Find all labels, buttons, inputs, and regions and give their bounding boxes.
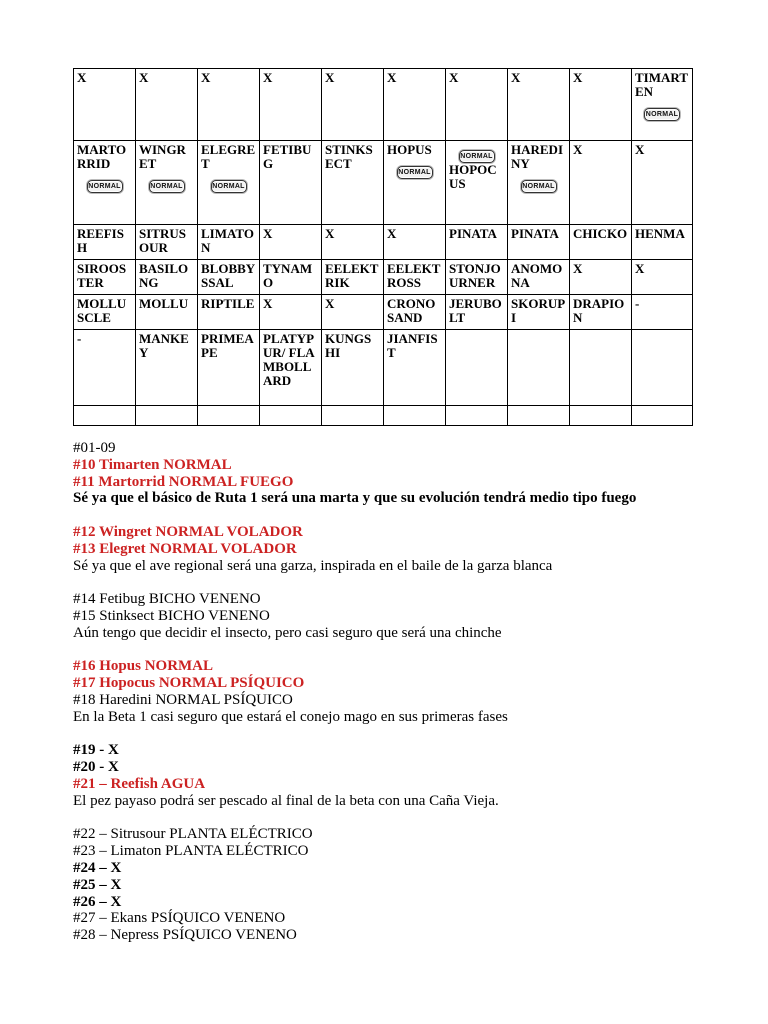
note-line: En la Beta 1 casi seguro que estará el conejo mago en sus primeras fases [73,708,508,725]
table-cell [74,225,136,260]
table-cell [446,141,508,225]
cell-name: PLATYPUR/ FLAMBOLLARD [263,331,315,388]
cell-name: REEFISH [77,226,124,255]
paragraph-gap [73,810,733,827]
cell-name: TYNAMO [263,261,313,290]
cell-name: X [449,70,459,85]
cell-name: X [635,261,645,276]
cell-name: X [263,296,273,311]
dex-table [73,68,693,426]
cell-name: X [201,70,211,85]
table-cell [260,330,322,406]
cell-name: SITRUSOUR [139,226,186,255]
table-cell [198,225,260,260]
cell-name: EELEKTROSS [387,261,441,290]
note-line: #26 – X [73,893,122,910]
note-line: #24 – X [73,859,122,876]
table-cell [384,141,446,225]
table-cell [508,69,570,141]
note-line: #22 – Sitrusour PLANTA ELÉCTRICO [73,826,313,843]
table-cell [508,295,570,330]
cell-name: X [325,296,335,311]
table-cell [570,295,632,330]
table-cell [322,225,384,260]
table-cell [446,69,508,141]
table-cell [198,330,260,406]
cell-name: HAREDINY [511,142,564,171]
table-cell [260,260,322,295]
table-cell [508,330,570,406]
cell-name: ANOMONA [511,261,563,290]
normal-type-badge: NORMAL [397,166,433,179]
table-row [74,225,693,260]
table-cell [260,225,322,260]
table-cell [384,260,446,295]
note-line: Sé ya que el básico de Ruta 1 será una marta y que su evolución tendrá medio tipo fuego [73,490,637,507]
note-line: #15 Stinksect BICHO VENENO [73,607,270,624]
table-cell [446,225,508,260]
type-badge-wrap [77,177,132,193]
paragraph-gap [73,726,733,743]
cell-name: X [573,142,583,157]
table-cell [570,406,632,426]
table-row [74,141,693,225]
table-cell [322,330,384,406]
cell-name: HOPUS [387,142,432,157]
entry-heading: #12 Wingret NORMAL VOLADOR [73,523,303,540]
cell-name: BLOBBYSSAL [201,261,256,290]
note-line: Sé ya que el ave regional será una garza, inspirada en el baile de la garza blanca [73,557,553,574]
table-cell [446,406,508,426]
table-cell [198,260,260,295]
cell-name: RIPTILE [201,296,255,311]
note-line: #01-09 [73,440,116,456]
table-cell [632,406,693,426]
cell-name: X [511,70,521,85]
table-cell [322,141,384,225]
table-cell [384,295,446,330]
note-line: #28 – Nepress PSÍQUICO VENENO [73,927,297,944]
table-cell [632,295,693,330]
dex-table-body [74,69,693,426]
normal-type-badge: NORMAL [149,180,185,193]
table-cell [74,406,136,426]
type-badge-wrap [387,163,442,179]
table-cell [446,330,508,406]
type-badge-wrap [511,177,566,193]
table-cell [570,330,632,406]
note-line: #18 Haredini NORMAL PSÍQUICO [73,691,293,708]
normal-type-badge: NORMAL [644,108,680,121]
type-badge-wrap [201,177,256,193]
table-cell [260,69,322,141]
notes-section [73,440,733,944]
cell-name: DRAPION [573,296,625,325]
table-cell [198,295,260,330]
cell-name: JIANFIST [387,331,438,360]
table-cell [508,260,570,295]
normal-type-badge: NORMAL [87,180,123,193]
cell-name: STINKSECT [325,142,373,171]
cell-name: PINATA [449,226,497,241]
type-badge-wrap [635,105,689,121]
table-cell [570,141,632,225]
cell-name: EELEKTRIK [325,261,379,290]
table-cell [74,295,136,330]
table-cell [322,406,384,426]
entry-heading: #13 Elegret NORMAL VOLADOR [73,540,297,557]
cell-name: CHICKO [573,226,628,241]
entry-heading: #10 Timarten NORMAL [73,456,232,473]
table-cell [136,330,198,406]
table-cell [384,330,446,406]
table-cell [322,260,384,295]
cell-name: JERUBOLT [449,296,502,325]
table-cell [570,260,632,295]
note-line: #19 - X [73,742,119,759]
cell-name: KUNGSHI [325,331,372,360]
note-line: #23 – Limaton PLANTA ELÉCTRICO [73,843,309,860]
table-cell [198,69,260,141]
cell-name: MARTORRID [77,142,127,171]
cell-name: CRONOSAND [387,296,436,325]
type-badge-wrap [449,147,504,163]
cell-name: X [263,226,273,241]
table-cell [384,225,446,260]
cell-name: STONJOURNER [449,261,501,290]
entry-heading: #21 – Reefish AGUA [73,775,206,792]
note-line: #14 Fetibug BICHO VENENO [73,591,261,608]
table-cell [260,141,322,225]
table-cell [322,69,384,141]
table-cell [74,260,136,295]
cell-name: X [573,261,583,276]
cell-name: X [635,142,645,157]
paragraph-gap [73,642,733,659]
normal-type-badge: NORMAL [211,180,247,193]
cell-name: X [263,70,273,85]
table-cell [136,225,198,260]
note-line: #25 – X [73,876,122,893]
paragraph-gap [73,574,733,591]
entry-heading: #11 Martorrid NORMAL FUEGO [73,473,294,490]
normal-type-badge: NORMAL [459,150,495,163]
table-cell [384,406,446,426]
note-line: #27 – Ekans PSÍQUICO VENENO [73,910,286,927]
note-line: El pez payaso podrá ser pescado al final de la beta con una Caña Vieja. [73,792,499,809]
table-cell [570,69,632,141]
note-line: #20 - X [73,759,119,776]
cell-name: BASILONG [139,261,189,290]
cell-name: SKORUPI [511,296,566,325]
cell-name: X [387,226,397,241]
paragraph-gap [73,507,733,524]
cell-name: SIROOSTER [77,261,127,290]
table-cell [136,69,198,141]
table-cell [446,260,508,295]
cell-name: MOLLUSCLE [77,296,127,325]
cell-name: MANKEY [139,331,189,360]
table-row [74,330,693,406]
cell-name: X [387,70,397,85]
table-cell [384,69,446,141]
cell-name: X [139,70,149,85]
cell-name: WINGRET [139,142,186,171]
table-cell [632,69,693,141]
cell-name: LIMATON [201,226,254,255]
cell-name: X [325,226,335,241]
entry-heading: #17 Hopocus NORMAL PSÍQUICO [73,675,305,692]
table-cell [322,295,384,330]
table-cell [260,406,322,426]
cell-name: - [77,331,82,346]
normal-type-badge: NORMAL [521,180,557,193]
table-cell [508,406,570,426]
table-cell [198,141,260,225]
cell-name: TIMARTEN [635,70,688,99]
table-cell [74,141,136,225]
table-cell [136,406,198,426]
cell-name: HOPOCUS [449,162,497,191]
cell-name: - [635,296,640,311]
table-cell [136,141,198,225]
cell-name: X [77,70,87,85]
table-cell [632,141,693,225]
cell-name: PINATA [511,226,559,241]
cell-name: MOLLU [139,296,189,311]
table-row [74,295,693,330]
table-cell [198,406,260,426]
table-cell [570,225,632,260]
table-cell [74,330,136,406]
table-row [74,69,693,141]
cell-name: PRIMEAPE [201,331,254,360]
table-cell [632,260,693,295]
type-badge-wrap [139,177,194,193]
table-cell [260,295,322,330]
table-cell [74,69,136,141]
table-cell [508,141,570,225]
note-line: Aún tengo que decidir el insecto, pero casi seguro que será una chinche [73,624,502,641]
table-row [74,260,693,295]
cell-name: X [573,70,583,85]
entry-heading: #16 Hopus NORMAL [73,658,214,675]
table-row [74,406,693,426]
cell-name: ELEGRET [201,142,256,171]
table-cell [508,225,570,260]
table-cell [632,330,693,406]
table-cell [632,225,693,260]
cell-name: HENMA [635,226,685,241]
cell-name: X [325,70,335,85]
table-cell [136,260,198,295]
table-cell [136,295,198,330]
cell-name: FETIBUG [263,142,312,171]
table-cell [446,295,508,330]
